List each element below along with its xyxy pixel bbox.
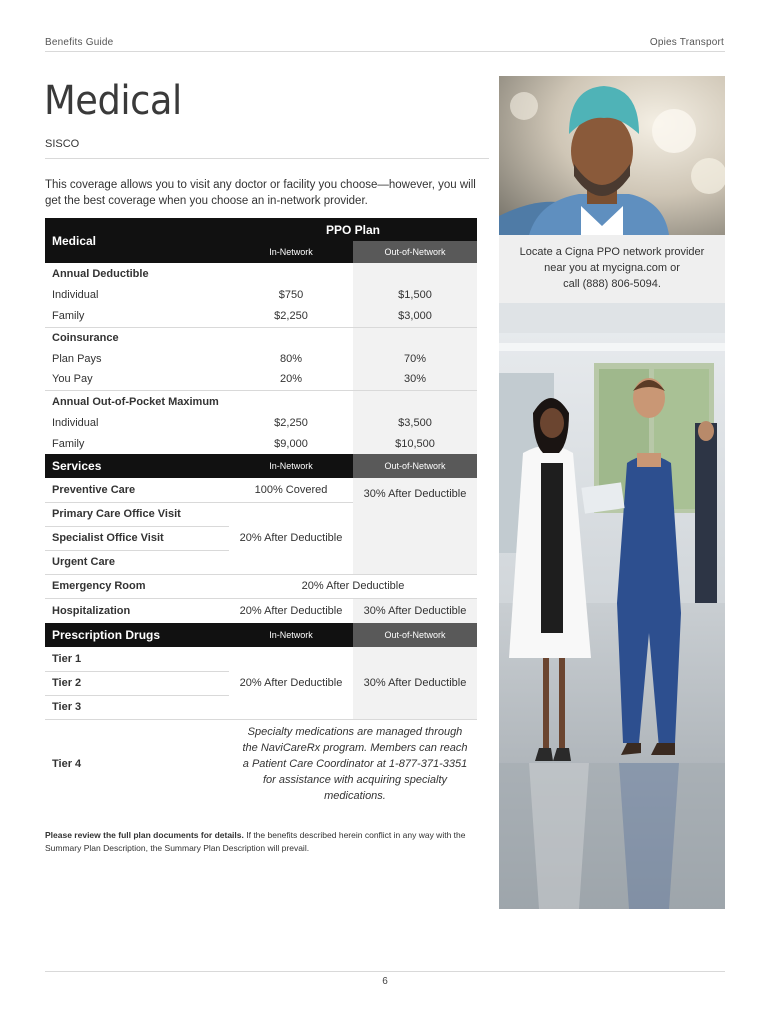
tier4-value: Specialty medications are managed through the NaviCareRx program. Members can reach a Patient Care Coordinator at 1-877-371-3351 for assistance with acquiring specialty medications. bbox=[242, 725, 468, 802]
deductible-individual-out: $1,500 bbox=[353, 285, 477, 305]
preventive-care-in: 100% Covered bbox=[229, 478, 353, 502]
tier-out-value: 30% After Deductible bbox=[353, 647, 477, 719]
office-visit-in: 20% After Deductible bbox=[239, 532, 343, 544]
oop-max-label: Annual Out-of-Pocket Maximum bbox=[52, 395, 219, 408]
deductible-individual-label: Individual bbox=[52, 289, 99, 301]
carrier-name: SISCO bbox=[45, 138, 80, 150]
medical-header: Medical bbox=[45, 218, 229, 263]
callout-line3: call (888) 806-5094. bbox=[563, 278, 661, 290]
deductible-family-label: Family bbox=[52, 309, 85, 322]
emergency-room-label: Emergency Room bbox=[52, 580, 146, 592]
coinsurance-plan-pays-in: 80% bbox=[279, 353, 303, 365]
coinsurance-you-pay-out: 30% bbox=[353, 369, 477, 390]
benefits-table bbox=[45, 218, 477, 808]
office-visit-out: 30% After Deductible bbox=[353, 478, 477, 574]
subtitle-divider bbox=[45, 158, 489, 159]
coinsurance-plan-pays-label: Plan Pays bbox=[52, 353, 102, 365]
primary-care-label: Primary Care Office Visit bbox=[45, 502, 229, 526]
oop-family-label: Family bbox=[52, 437, 85, 450]
coinsurance-you-pay-label: You Pay bbox=[52, 373, 93, 386]
header-company-name: Opies Transport bbox=[649, 37, 724, 48]
oop-individual-in: $2,250 bbox=[274, 417, 308, 429]
urgent-care-label: Urgent Care bbox=[52, 556, 115, 568]
tier-in-value: 20% After Deductible bbox=[229, 647, 353, 719]
coinsurance-label: Coinsurance bbox=[52, 332, 119, 345]
specialist-visit-label: Specialist Office Visit bbox=[45, 526, 229, 550]
page-number: 6 bbox=[382, 976, 388, 987]
deductible-individual-in: $750 bbox=[278, 289, 304, 301]
hospitalization-label: Hospitalization bbox=[52, 604, 131, 617]
surgeon-photo bbox=[499, 76, 725, 235]
coinsurance-plan-pays-out: 70% bbox=[353, 349, 477, 369]
emergency-room-value: 20% After Deductible bbox=[301, 580, 405, 592]
page-title: Medical bbox=[44, 78, 182, 124]
rx-out-network-header: Out-of-Network bbox=[353, 623, 477, 647]
coinsurance-you-pay-in: 20% bbox=[279, 373, 303, 386]
tier2-label: Tier 2 bbox=[45, 671, 229, 695]
services-out-network-header: Out-of-Network bbox=[353, 454, 477, 478]
note-bold: Please review the full plan documents for details. bbox=[45, 830, 244, 840]
callout-line1: Locate a Cigna PPO network provider bbox=[519, 246, 705, 258]
preventive-care-label: Preventive Care bbox=[45, 478, 229, 502]
services-in-network-header: In-Network bbox=[229, 454, 353, 478]
tier3-label: Tier 3 bbox=[45, 695, 229, 719]
note-rest: If the benefits described herein conflict in any way with the Summary Plan Description, the Summary Plan Description will prevail. bbox=[45, 830, 466, 853]
out-network-header: Out-of-Network bbox=[353, 241, 477, 263]
deductible-label: Annual Deductible bbox=[52, 268, 149, 280]
services-header: Services bbox=[45, 454, 229, 478]
rx-header: Prescription Drugs bbox=[45, 623, 229, 647]
header-divider bbox=[45, 51, 725, 52]
hospitalization-out: 30% After Deductible bbox=[353, 598, 477, 623]
header-guide-title: Benefits Guide bbox=[45, 37, 114, 48]
tier4-label: Tier 4 bbox=[52, 757, 82, 770]
doctors-hallway-photo bbox=[499, 303, 725, 909]
footer-divider bbox=[45, 971, 725, 972]
in-network-header: In-Network bbox=[229, 241, 353, 263]
ppo-plan-header: PPO Plan bbox=[229, 218, 477, 241]
rx-in-network-header: In-Network bbox=[229, 623, 353, 647]
intro-paragraph: This coverage allows you to visit any doctor or facility you choose—however, you will get the best coverage when you choose an in-network provider. bbox=[45, 179, 476, 207]
oop-individual-out: $3,500 bbox=[353, 413, 477, 433]
provider-locator-callout bbox=[499, 235, 725, 303]
oop-individual-label: Individual bbox=[52, 417, 99, 429]
hospitalization-in: 20% After Deductible bbox=[239, 604, 343, 617]
tier1-label: Tier 1 bbox=[45, 647, 229, 671]
oop-family-in: $9,000 bbox=[274, 437, 308, 450]
plan-documents-note bbox=[45, 829, 490, 855]
deductible-family-out: $3,000 bbox=[353, 305, 477, 327]
deductible-family-in: $2,250 bbox=[274, 309, 308, 322]
oop-family-out: $10,500 bbox=[353, 433, 477, 454]
callout-line2: near you at mycigna.com or bbox=[544, 262, 680, 274]
